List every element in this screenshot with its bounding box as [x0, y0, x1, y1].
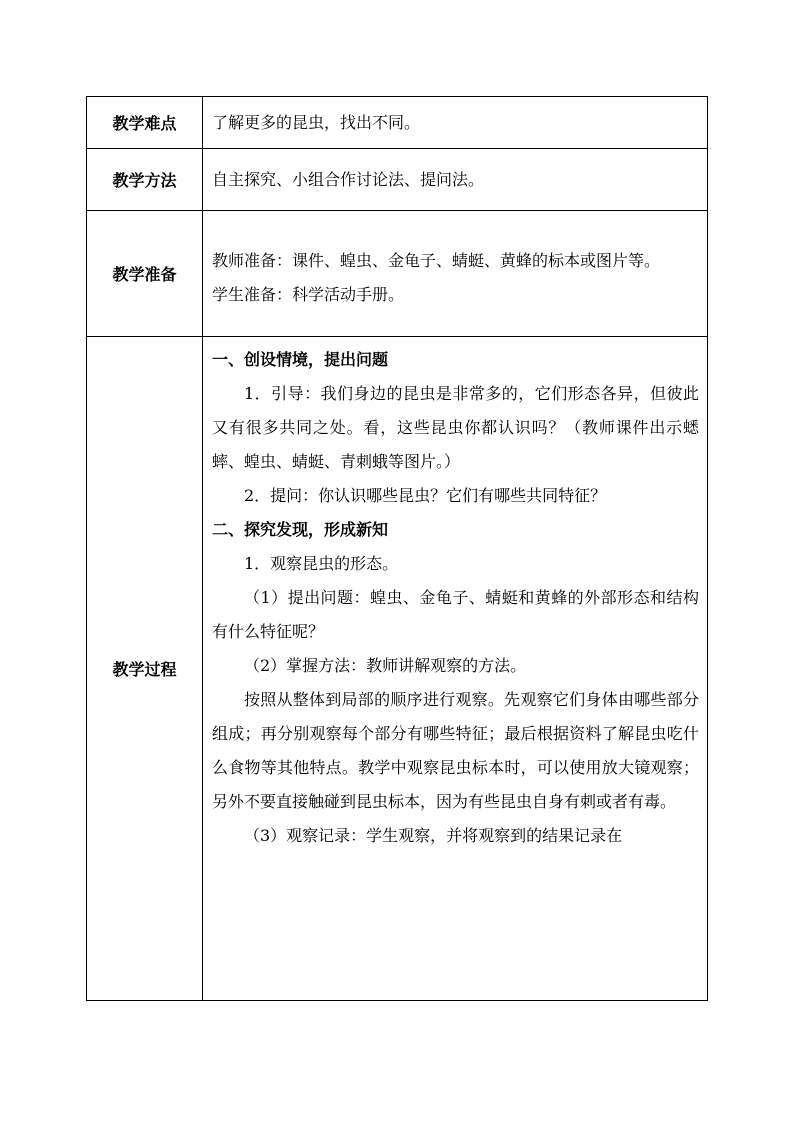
- process-paragraph: （2）掌握方法：教师讲解观察的方法。: [244, 656, 527, 675]
- row-label-method: 教学方法: [87, 149, 203, 211]
- row-label-process: 教学过程: [87, 337, 203, 1001]
- process-paragraph: 1．引导：我们身边的昆虫是非常多的，它们形态各异，但彼此又有很多共同之处。看，这些昆虫你都认识吗？（教师课件出示蟋蟀、蝗虫、蜻蜓、青刺蛾等图片。）: [212, 384, 699, 471]
- process-paragraph: （1）提出问题：蝗虫、金龟子、蜻蜓和黄蜂的外部形态和结构有什么特征呢？: [212, 588, 699, 641]
- table-row-difficulty: [87, 97, 708, 149]
- method-text: 自主探究、小组合作讨论法、提问法。: [212, 170, 485, 189]
- process-paragraph: （3）观察记录：学生观察，并将观察到的结果记录在: [244, 826, 623, 845]
- section-heading-1: 一、创设情境，提出问题: [212, 350, 389, 369]
- difficulty-text: 了解更多的昆虫，找出不同。: [212, 113, 421, 132]
- section-heading-2: 二、探究发现，形成新知: [212, 520, 389, 539]
- lesson-plan-table: [86, 96, 708, 1001]
- row-label-difficulty: 教学难点: [87, 97, 203, 149]
- table-row-preparation: [87, 211, 708, 337]
- process-paragraph: 1．观察昆虫的形态。: [244, 554, 399, 573]
- table-row-method: [87, 149, 708, 211]
- row-label-preparation: 教学准备: [87, 211, 203, 337]
- row-content-process: [203, 337, 708, 1001]
- row-content-difficulty: [203, 97, 708, 149]
- student-prep-text: 学生准备：科学活动手册。: [212, 284, 405, 304]
- table-row-process: [87, 337, 708, 1001]
- process-paragraph: 按照从整体到局部的顺序进行观察。先观察它们身体由哪些部分组成；再分别观察每个部分有哪些特征；最后根据资料了解昆虫吃什么食物等其他特点。教学中观察昆虫标本时，可以使用放大镜观察；另外不要直接触碰到昆虫标本，因为有些昆虫自身有刺或者有毒。: [212, 690, 699, 811]
- teacher-prep-text: 教师准备：课件、蝗虫、金龟子、蜻蜓、黄蜂的标本或图片等。: [212, 250, 661, 270]
- row-content-preparation: [203, 211, 708, 337]
- row-content-method: [203, 149, 708, 211]
- process-paragraph: 2．提问：你认识哪些昆虫？它们有哪些共同特征？: [244, 486, 607, 505]
